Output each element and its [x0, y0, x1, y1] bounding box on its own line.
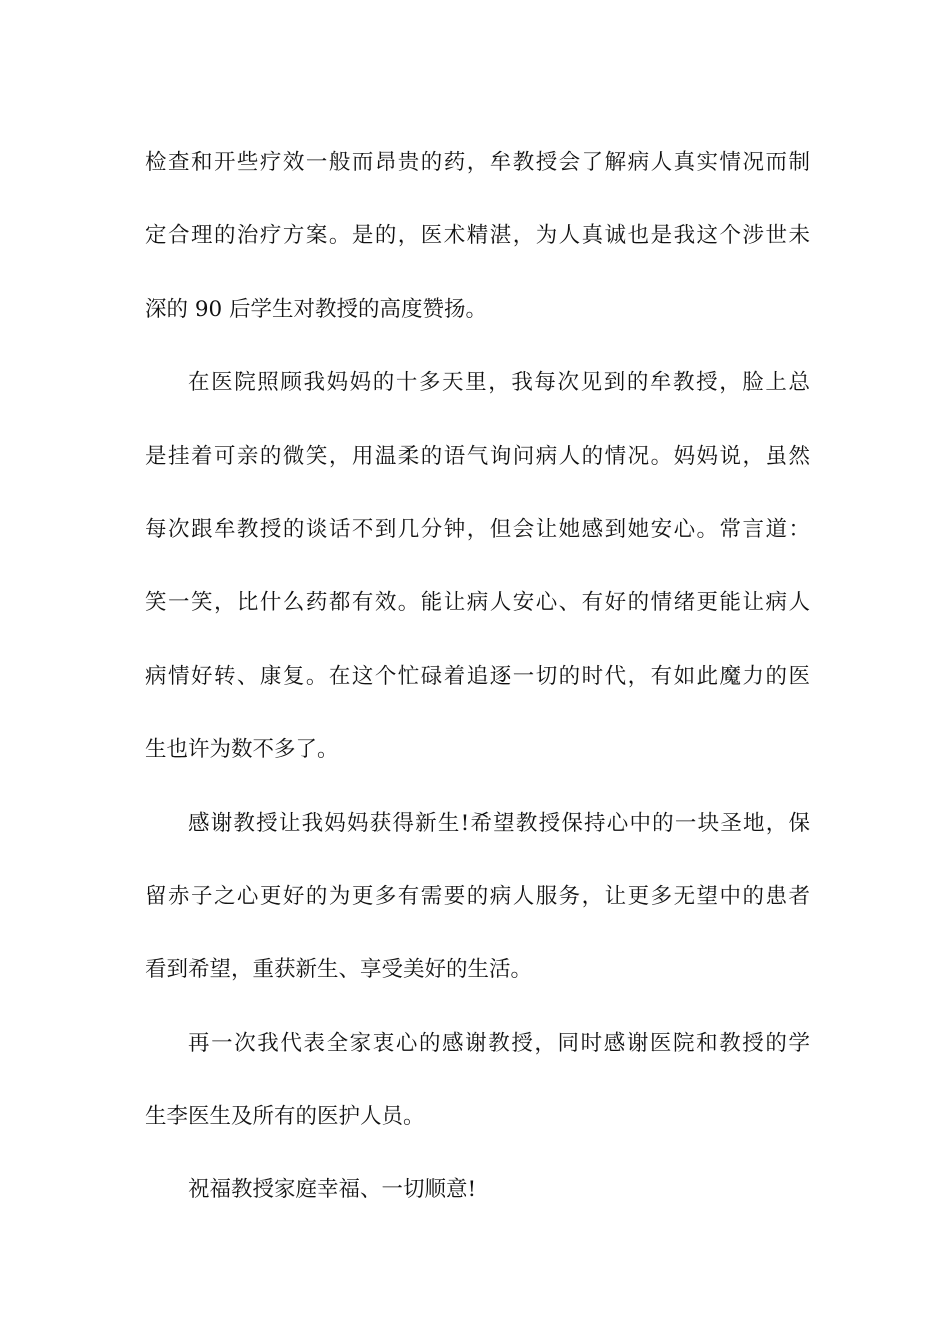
text-line: 笑一笑，比什么药都有效。能让病人安心、有好的情绪更能让病人: [145, 590, 810, 616]
paragraph-start-line: 祝福教授家庭幸福、一切顺意!: [188, 1177, 477, 1203]
paragraph-start-line: 感谢教授让我妈妈获得新生!希望教授保持心中的一块圣地，保: [188, 810, 810, 836]
text-line: 检查和开些疗效一般而昂贵的药，牟教授会了解病人真实情况而制: [145, 150, 810, 175]
text-line: 生也许为数不多了。: [145, 737, 339, 763]
text-line: 留赤子之心更好的为更多有需要的病人服务，让更多无望中的患者: [145, 883, 810, 909]
text-line: 病情好转、康复。在这个忙碌着追逐一切的时代，有如此魔力的医: [145, 663, 810, 689]
text-line: 是挂着可亲的微笑，用温柔的语气询问病人的情况。妈妈说，虽然: [145, 443, 810, 469]
text-line: 定合理的治疗方案。是的，医术精湛，为人真诚也是我这个涉世未: [145, 223, 810, 249]
document-body: [145, 126, 810, 1227]
text-line: 生李医生及所有的医护人员。: [145, 1104, 425, 1130]
text-line: 深的 90 后学生对教授的高度赞扬。: [145, 296, 488, 322]
paragraph-start-line: 再一次我代表全家衷心的感谢教授，同时感谢医院和教授的学: [188, 1030, 810, 1056]
text-line: 看到希望，重获新生、享受美好的生活。: [145, 957, 533, 983]
text-line: 每次跟牟教授的谈话不到几分钟，但会让她感到她安心。常言道：: [145, 516, 810, 542]
paragraph-start-line: 在医院照顾我妈妈的十多天里，我每次见到的牟教授，脸上总: [188, 370, 810, 396]
